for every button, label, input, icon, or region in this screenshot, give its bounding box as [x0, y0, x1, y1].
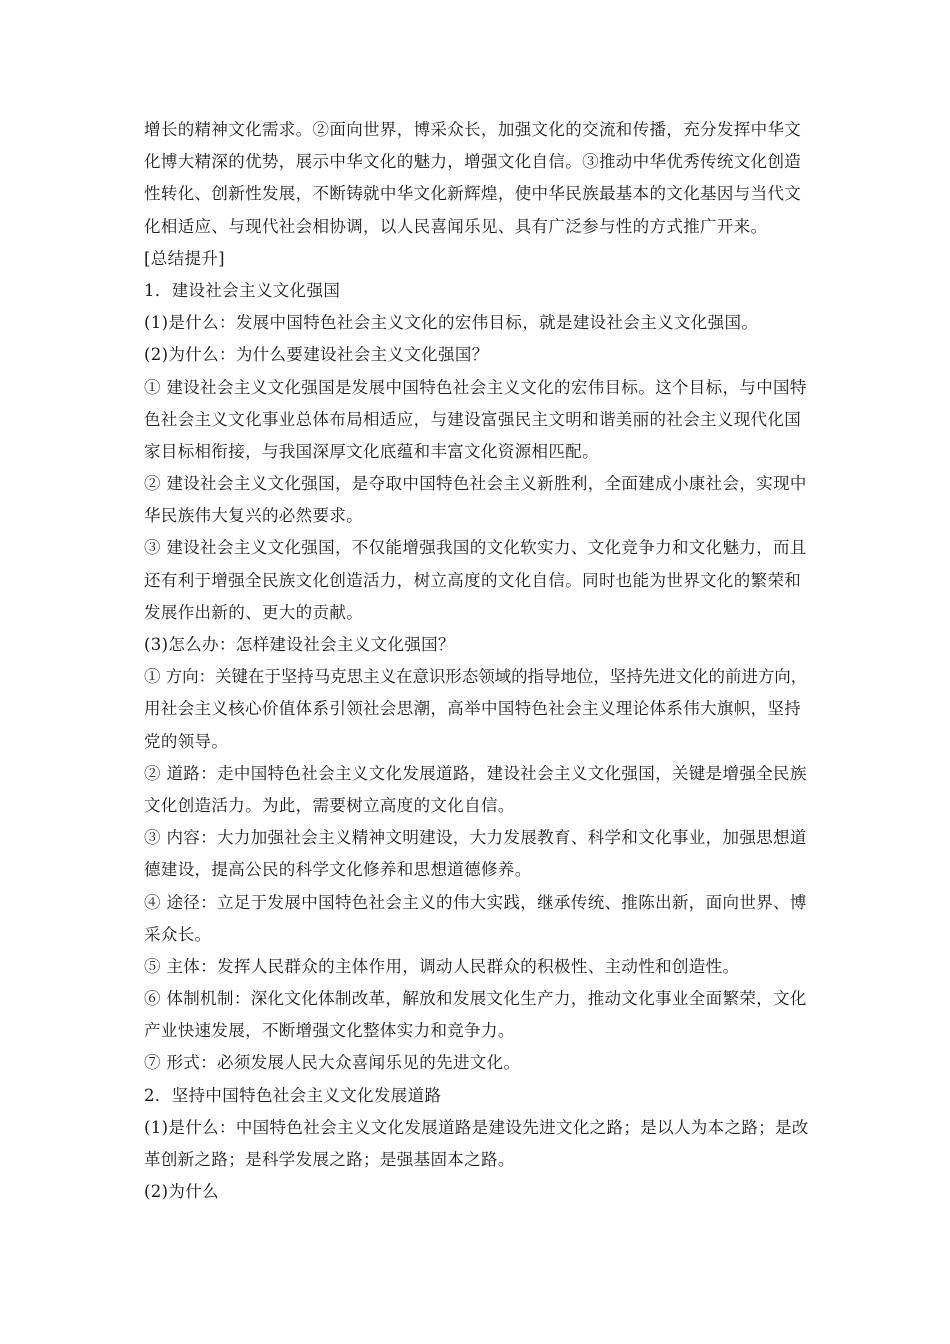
text-line: 家目标相衔接，与我国深厚文化底蕴和丰富文化资源相匹配。: [144, 441, 599, 461]
text-line: 性转化、创新性发展，不断铸就中华文化新辉煌，使中华民族最基本的文化基因与当代文: [144, 184, 802, 204]
text-line: (3)怎么办：怎样建设社会主义文化强国？: [144, 635, 455, 654]
text-line: 文化创造活力。为此，需要树立高度的文化自信。: [144, 795, 515, 815]
text-line: 华民族伟大复兴的必然要求。: [144, 506, 364, 526]
text-line: ② 建设社会主义文化强国，是夺取中国特色社会主义新胜利，全面建成小康社会，实现中: [144, 474, 807, 494]
text-line: 发展作出新的、更大的贡献。: [144, 602, 364, 622]
text-line: (1)是什么：中国特色社会主义文化发展道路是建设先进文化之路；是以人为本之路；是改: [144, 1117, 809, 1137]
text-line: (2)为什么: [144, 1182, 219, 1202]
text-line: 党的领导。: [144, 731, 229, 751]
text-line: 产业快速发展，不断增强文化整体实力和竞争力。: [144, 1021, 515, 1041]
text-line: ① 方向：关键在于坚持马克思主义在意识形态领域的指导地位，坚持先进文化的前进方向，: [144, 667, 808, 687]
text-line: ⑥ 体制机制：深化文化体制改革，解放和发展文化生产力，推动文化事业全面繁荣，文化: [144, 989, 807, 1009]
section-heading: 2．坚持中国特色社会主义文化发展道路: [144, 1085, 442, 1105]
text-line: 采众长。: [144, 924, 212, 944]
document-body: [144, 114, 810, 1208]
text-line: 化博大精深的优势，展示中华文化的魅力，增强文化自信。③推动中华优秀传统文化创造: [144, 152, 802, 172]
text-line: (2)为什么：为什么要建设社会主义文化强国？: [144, 345, 489, 365]
text-line: 德建设，提高公民的科学文化修养和思想道德修养。: [144, 860, 532, 880]
text-line: ③ 建设社会主义文化强国，不仅能增强我国的文化软实力、文化竞争力和文化魅力，而且: [144, 538, 807, 558]
text-line: 还有利于增强全民族文化创造活力，树立高度的文化自信。同时也能为世界文化的繁荣和: [144, 570, 802, 590]
text-line: ① 建设社会主义文化强国是发展中国特色社会主义文化的宏伟目标。这个目标，与中国特: [144, 377, 807, 397]
section-label: [总结提升]: [144, 248, 225, 268]
text-line: ③ 内容：大力加强社会主义精神文明建设，大力发展教育、科学和文化事业，加强思想道: [144, 828, 807, 848]
text-line: 化相适应、与现代社会相协调，以人民喜闻乐见、具有广泛参与性的方式推广开来。: [144, 216, 768, 236]
text-line: ⑦ 形式：必须发展人民大众喜闻乐见的先进文化。: [144, 1053, 521, 1073]
text-line: 色社会主义文化事业总体布局相适应，与建设富强民主文明和谐美丽的社会主义现代化国: [144, 409, 802, 429]
section-heading: 1．建设社会主义文化强国: [144, 280, 341, 300]
text-line: (1)是什么：发展中国特色社会主义文化的宏伟目标，就是建设社会主义文化强国。: [144, 313, 759, 333]
text-line: ⑤ 主体：发挥人民群众的主体作用，调动人民群众的积极性、主动性和创造性。: [144, 956, 740, 976]
text-line: 革创新之路；是科学发展之路；是强基固本之路。: [144, 1150, 515, 1169]
text-line: ② 道路：走中国特色社会主义文化发展道路，建设社会主义文化强国，关键是增强全民族: [144, 763, 807, 783]
text-line: ④ 途径：立足于发展中国特色社会主义的伟大实践，继承传统、推陈出新，面向世界、博: [144, 892, 807, 912]
text-line: 增长的精神文化需求。②面向世界，博采众长，加强文化的交流和传播，充分发挥中华文: [144, 120, 802, 139]
text-line: 用社会主义核心价值体系引领社会思潮，高举中国特色社会主义理论体系伟大旗帜，坚持: [144, 699, 802, 719]
